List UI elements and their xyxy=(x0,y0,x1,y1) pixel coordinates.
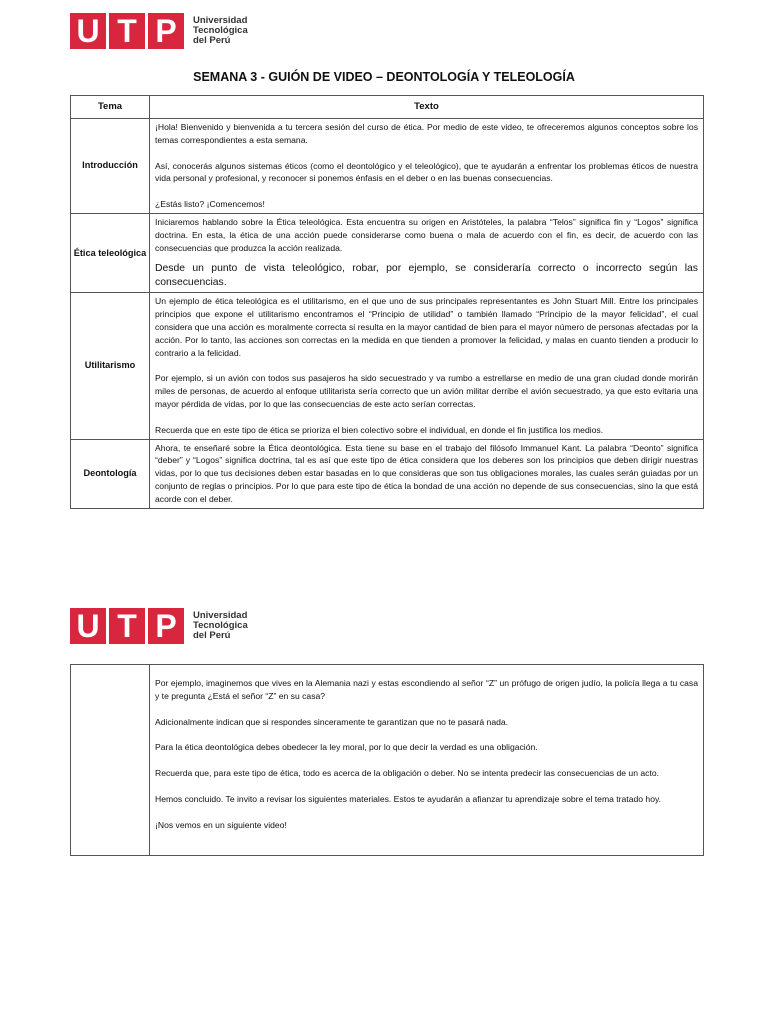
logo-letter-u: U xyxy=(76,12,100,49)
texto-cell: Iniciaremos hablando sobre la Ética teleológica. Esta encuentra su origen en Aristóteles, la palabra “Telos” significa fin y “Logos” significa doctrina. En esta, la ética de una acción puede considerarse como buena o mala de acuerdo con el fin, es decir, de acuerdo con las consecuencias que produzca la acción realizada. Desde un punto de vista teleológico, robar, por ejemplo, se consideraría correcto o incorrecto según las consecuencias. xyxy=(150,213,704,292)
utp-logo xyxy=(70,608,248,644)
texto-cell: Un ejemplo de ética teleológica es el utilitarismo, en el que uno de sus principales representantes es John Stuart Mill. Entre los principales principios que expone el utilitarismo encontramos el “Principio de utilidad” o también llamado “Principio de la mayor felicidad”, el cual considera que una acción es moralmente correcta si resulta en la mayor cantidad de bien para el mayor número de personas afectadas por la acción. Por lo tanto, las acciones son correctas en la medida en que tienden a promover la felicidad, y malas en cuanto tienden a producir lo contrario a la felicidad. Por ejemplo, si un avión con todos sus pasajeros ha sido secuestrado y va rumbo a estrellarse en medio de una gran ciudad donde morirán miles de personas, de acuerdo al enfoque utilitarista sería correcto que un avión militar derribe el avión secuestrado, ya que esto evitaria una mayor pérdida de vidas, por lo que las consecuencias de este acto serían correctas. Recuerda que en este tipo de ética se prioriza el bien colectivo sobre el individual, en donde el fin justifica los medios. xyxy=(150,293,704,439)
table-row xyxy=(71,213,704,292)
logo-letter-t: T xyxy=(117,607,137,644)
tema-cell: Deontología xyxy=(71,439,150,508)
logo-letter-t: T xyxy=(117,12,137,49)
script-table-continued xyxy=(70,664,704,856)
table-row xyxy=(71,293,704,439)
university-name: Universidad Tecnológica del Perú xyxy=(193,610,248,641)
texto-cell: ¡Hola! Bienvenido y bienvenida a tu tercera sesión del curso de ética. Por medio de este video, te ofreceremos algunos conceptos sobre los temas correspondientes a esta semana. Así, conocerás algunos sistemas éticos (como el deontológico y el teleológico), que te ayudarán a enfrentar los problemas éticos de nuestra vida personal y profesional, y reconocer si ponemos énfasis en el deber o en las buenas consecuencias. ¿Estás listo? ¡Comencemos! xyxy=(150,119,704,214)
texto-cell: Ahora, te enseñaré sobre la Ética deontológica. Esta tiene su base en el trabajo del filósofo Immanuel Kant. La palabra “Deonto” significa “deber” y “Logos” significa doctrina, tal es así que este tipo de ética considera que los deberes son los principios que deben dirigir nuestras vidas, por lo que tus decisiones deben estar basadas en lo que consideras que son tus obligaciones morales, las cuales serán guiadas por un conjunto de reglas o principios. Por lo que para este tipo de ética la bondad de una acción no depende de sus consecuencias, sino la que está acorde con el deber. xyxy=(150,439,704,508)
tema-cell: Introducción xyxy=(71,119,150,214)
utp-logo-mark xyxy=(70,13,184,49)
tema-cell: Utilitarismo xyxy=(71,293,150,439)
utp-logo-mark xyxy=(70,608,184,644)
document-title: SEMANA 3 - GUIÓN DE VIDEO – DEONTOLOGÍA Y TELEOLOGÍA xyxy=(193,70,575,84)
table-row xyxy=(71,665,704,856)
script-table xyxy=(70,95,704,509)
logo-letter-p: P xyxy=(155,12,177,49)
utp-logo xyxy=(70,13,248,49)
logo-letter-u: U xyxy=(76,607,100,644)
texto-cell: Por ejemplo, imaginemos que vives en la Alemania nazi y estas escondiendo al señor “Z” un prófugo de origen judío, la policía llega a tu casa y te pregunta ¿Está el señor “Z” en su casa? Adicionalmente indican que si respondes sinceramente te garantizan que no te pasará nada. Para la ética deontológica debes obedecer la ley moral, por lo que decir la verdad es una obligación. Recuerda que, para este tipo de ética, todo es acerca de la obligación o deber. No se intenta predecir las consecuencias de un acto. Hemos concluido. Te invito a revisar los siguientes materiales. Estos te ayudarán a afianzar tu aprendizaje sobre el tema tratado hoy. ¡Nos vemos en un siguiente video! xyxy=(150,665,704,856)
tema-cell: Ética teleológica xyxy=(71,213,150,292)
logo-letter-p: P xyxy=(155,607,177,644)
header-tema: Tema xyxy=(71,96,150,119)
table-row xyxy=(71,119,704,214)
table-header xyxy=(71,96,704,119)
header-texto: Texto xyxy=(150,96,704,119)
tema-cell xyxy=(71,665,150,856)
university-name: Universidad Tecnológica del Perú xyxy=(193,15,248,46)
table-row xyxy=(71,439,704,508)
